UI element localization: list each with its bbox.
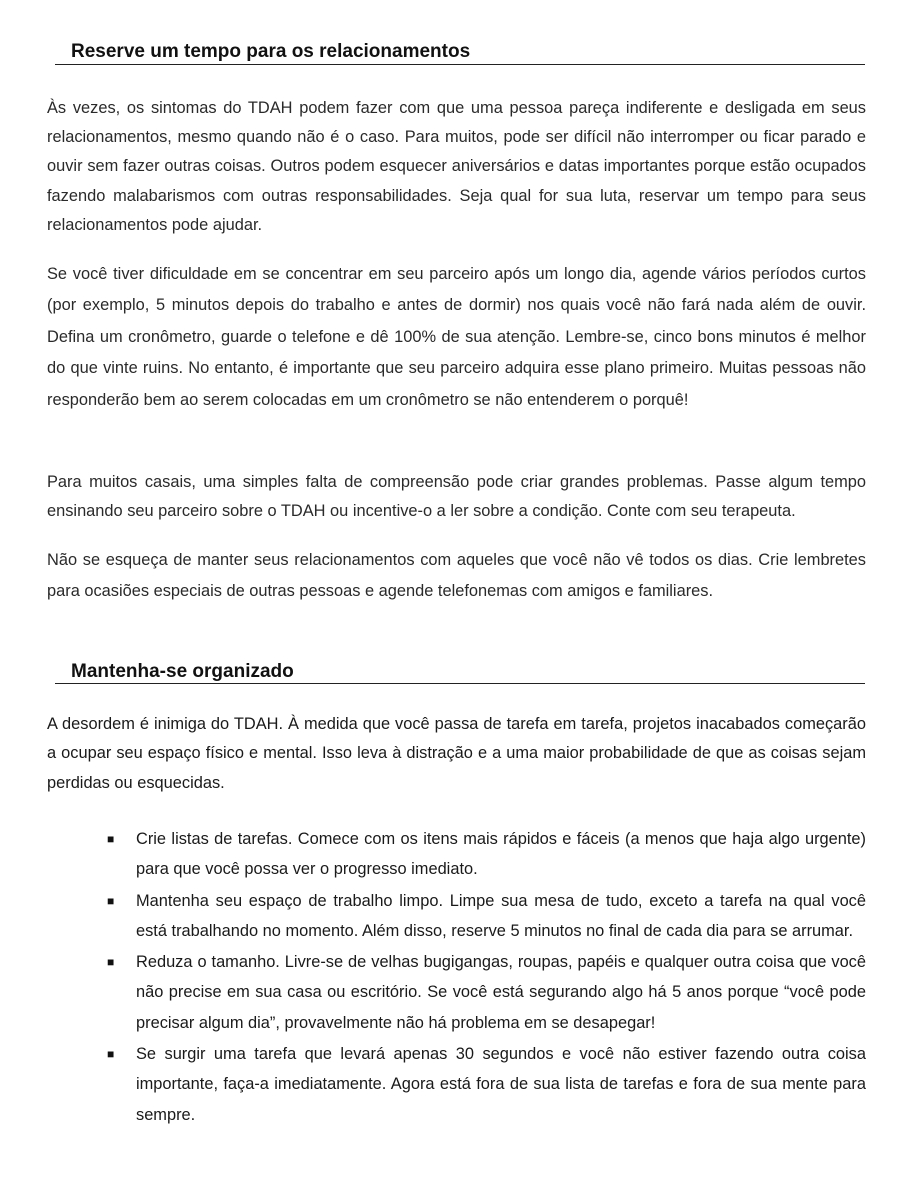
paragraph: A desordem é inimiga do TDAH. À medida que você passa de tarefa em tarefa, projetos inacabados começarão a ocupar seu espaço físico e mental. Isso leva à distração e a uma maior probabilidade de que as coisas sejam perdidas ou esquecidas. xyxy=(47,715,866,792)
section-title: Mantenha-se organizado xyxy=(71,661,294,682)
list-item-text: Se surgir uma tarefa que levará apenas 30 segundos e você não estiver fazendo outra coisa importante, faça-a imediatamente. Agora está fora de sua lista de tarefas e fora de sua mente para sempre. xyxy=(136,1045,866,1124)
paragraph: Às vezes, os sintomas do TDAH podem fazer com que uma pessoa pareça indiferente e desligada em seus relacionamentos, mesmo quando não é o caso. Para muitos, pode ser difícil não interromper ou ficar parado e ouvir sem fazer outras coisas. Outros podem esquecer aniversários e datas importantes porque estão ocupados fazendo malabarismos com outras responsabilidades. Seja qual for sua luta, reservar um tempo para seus relacionamentos pode ajudar. xyxy=(47,99,866,234)
list-item-text: Mantenha seu espaço de trabalho limpo. Limpe sua mesa de tudo, exceto a tarefa na qual você está trabalhando no momento. Além disso, reserve 5 minutos no final de cada dia para se arrumar. xyxy=(136,891,866,940)
list-item xyxy=(107,947,866,1038)
paragraph: Não se esqueça de manter seus relacionamentos com aqueles que você não vê todos os dias. Crie lembretes para ocasiões especiais de outras pessoas e agende telefonemas com amigos e familiares. xyxy=(47,551,866,600)
list-item xyxy=(107,886,866,947)
square-bullet-icon: ■ xyxy=(107,893,115,908)
square-bullet-icon: ■ xyxy=(107,955,115,970)
bullet-list xyxy=(0,824,866,1131)
list-item xyxy=(107,1039,866,1130)
paragraph: Para muitos casais, uma simples falta de compreensão pode criar grandes problemas. Passe algum tempo ensinando seu parceiro sobre o TDAH ou incentive-o a ler sobre a condição. Conte com seu terapeuta. xyxy=(47,473,866,521)
square-bullet-icon: ■ xyxy=(107,1047,115,1062)
section-heading-organized xyxy=(55,660,865,684)
list-item-text: Crie listas de tarefas. Comece com os itens mais rápidos e fáceis (a menos que haja algo urgente) para que você possa ver o progresso imediato. xyxy=(136,830,866,879)
square-bullet-icon: ■ xyxy=(107,832,115,846)
list-item-text: Reduza o tamanho. Livre-se de velhas bugigangas, roupas, papéis e qualquer outra coisa que você não precise em sua casa ou escritório. Se você está segurando algo há 5 anos porque “você pode precisar algum dia”, provavelmente não há problema em se desapegar! xyxy=(136,953,866,1032)
list-item xyxy=(107,824,866,885)
section-heading-relationships xyxy=(55,40,865,65)
paragraph: Se você tiver dificuldade em se concentrar em seu parceiro após um longo dia, agende vários períodos curtos (por exemplo, 5 minutos depois do trabalho e antes de dormir) nos quais você não fará nada além de ouvir. Defina um cronômetro, guarde o telefone e dê 100% de sua atenção. Lembre-se, cinco bons minutos é melhor do que vinte ruins. No entanto, é importante que seu parceiro adquira esse plano primeiro. Muitas pessoas não responderão bem ao serem colocadas em um cronômetro se não entenderem o porquê! xyxy=(47,265,866,409)
section-title: Reserve um tempo para os relacionamentos xyxy=(71,41,471,62)
